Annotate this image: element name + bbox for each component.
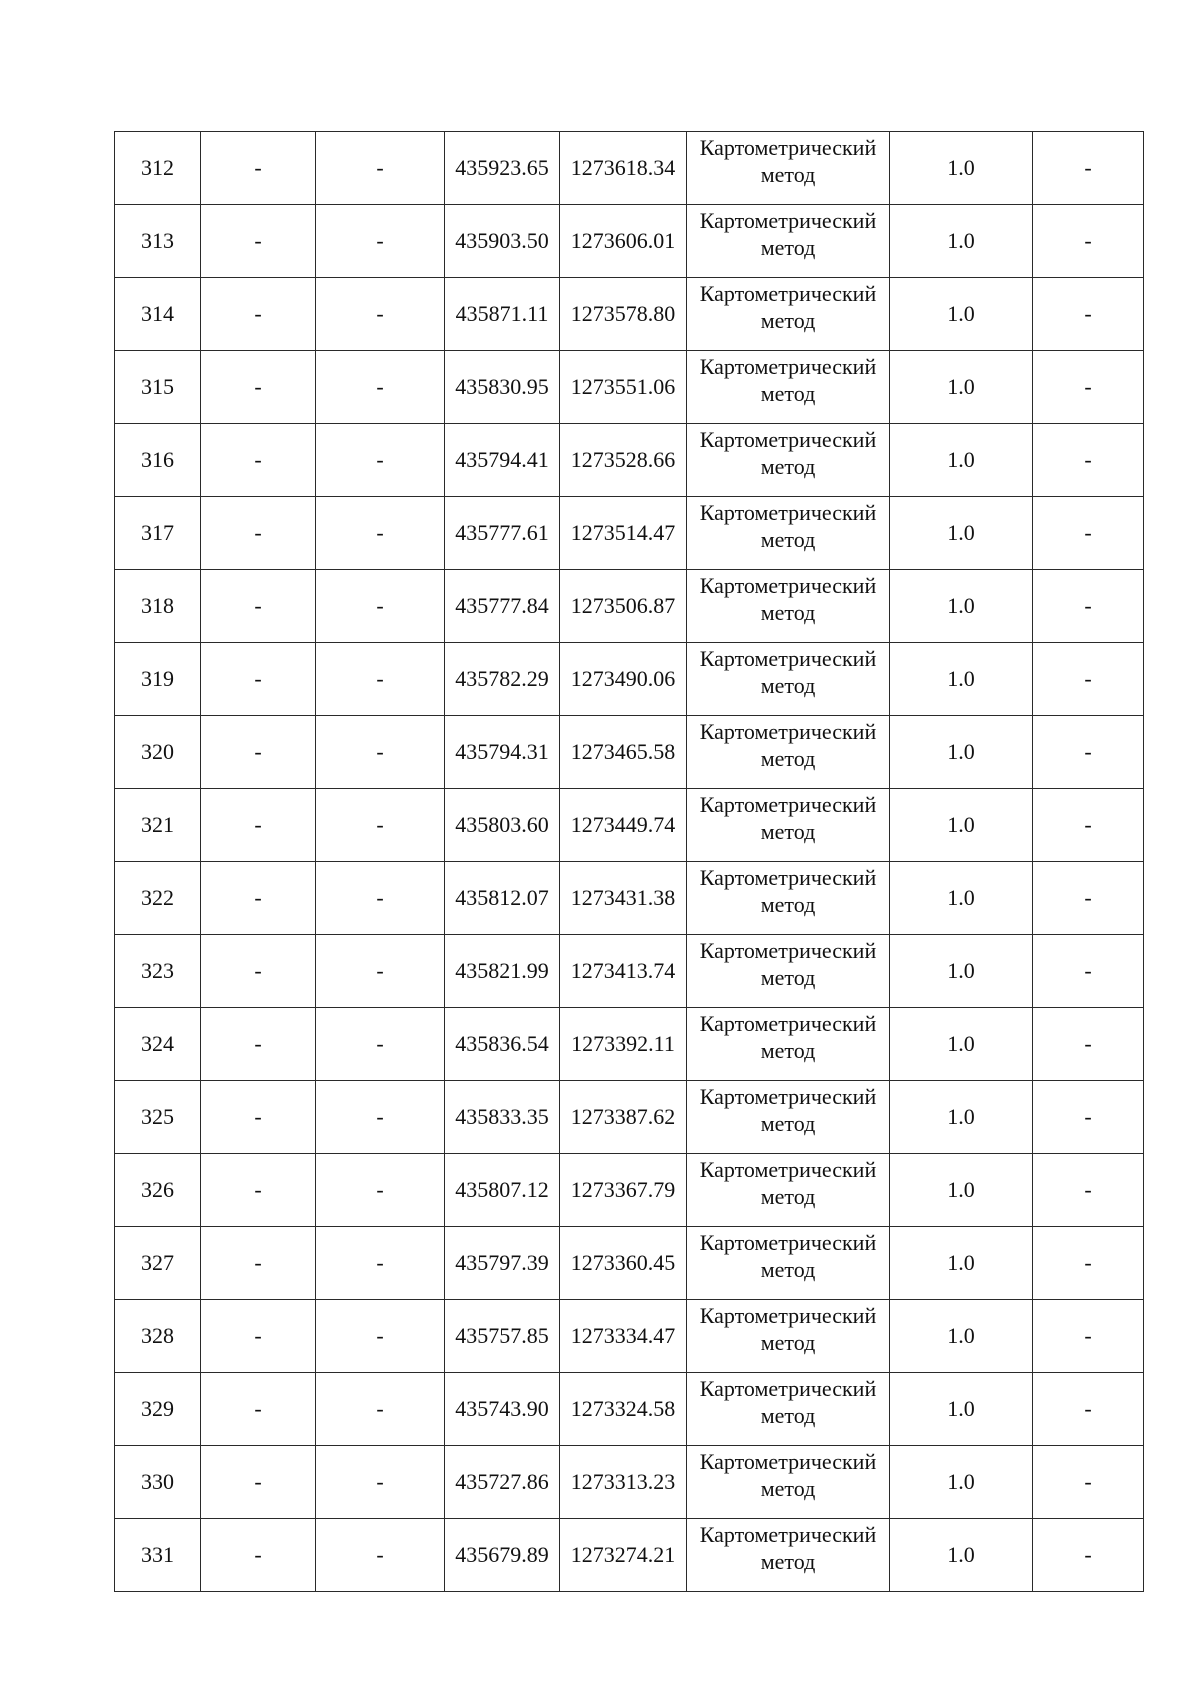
column-8-cell: -	[1033, 351, 1144, 424]
point-number-cell: 322	[115, 862, 201, 935]
y-coordinate-cell: 1273392.11	[560, 1008, 687, 1081]
column-2-cell: -	[201, 497, 316, 570]
column-2-cell: -	[201, 862, 316, 935]
x-coordinate-cell: 435727.86	[445, 1446, 560, 1519]
method-cell: Картометрический метод	[687, 1081, 890, 1154]
accuracy-cell: 1.0	[890, 1008, 1033, 1081]
method-cell: Картометрический метод	[687, 716, 890, 789]
method-cell: Картометрический метод	[687, 1300, 890, 1373]
accuracy-cell: 1.0	[890, 570, 1033, 643]
accuracy-cell: 1.0	[890, 862, 1033, 935]
point-number-cell: 325	[115, 1081, 201, 1154]
column-8-cell: -	[1033, 205, 1144, 278]
x-coordinate-cell: 435777.61	[445, 497, 560, 570]
point-number-cell: 316	[115, 424, 201, 497]
column-2-cell: -	[201, 205, 316, 278]
method-cell: Картометрический метод	[687, 205, 890, 278]
column-8-cell: -	[1033, 570, 1144, 643]
y-coordinate-cell: 1273578.80	[560, 278, 687, 351]
table-row	[115, 424, 1144, 497]
x-coordinate-cell: 435836.54	[445, 1008, 560, 1081]
table-row	[115, 497, 1144, 570]
point-number-cell: 318	[115, 570, 201, 643]
column-8-cell: -	[1033, 1227, 1144, 1300]
x-coordinate-cell: 435757.85	[445, 1300, 560, 1373]
column-8-cell: -	[1033, 424, 1144, 497]
column-8-cell: -	[1033, 1081, 1144, 1154]
table-row	[115, 1373, 1144, 1446]
point-number-cell: 327	[115, 1227, 201, 1300]
column-8-cell: -	[1033, 716, 1144, 789]
column-3-cell: -	[316, 278, 445, 351]
column-2-cell: -	[201, 1081, 316, 1154]
column-2-cell: -	[201, 1154, 316, 1227]
point-number-cell: 314	[115, 278, 201, 351]
accuracy-cell: 1.0	[890, 1446, 1033, 1519]
accuracy-cell: 1.0	[890, 278, 1033, 351]
column-3-cell: -	[316, 1154, 445, 1227]
table-row	[115, 716, 1144, 789]
x-coordinate-cell: 435777.84	[445, 570, 560, 643]
method-cell: Картометрический метод	[687, 278, 890, 351]
table-row	[115, 1227, 1144, 1300]
column-3-cell: -	[316, 205, 445, 278]
point-number-cell: 317	[115, 497, 201, 570]
y-coordinate-cell: 1273387.62	[560, 1081, 687, 1154]
x-coordinate-cell: 435803.60	[445, 789, 560, 862]
point-number-cell: 313	[115, 205, 201, 278]
point-number-cell: 328	[115, 1300, 201, 1373]
column-2-cell: -	[201, 1227, 316, 1300]
table-row	[115, 1154, 1144, 1227]
table-row	[115, 789, 1144, 862]
point-number-cell: 319	[115, 643, 201, 716]
method-cell: Картометрический метод	[687, 497, 890, 570]
column-8-cell: -	[1033, 935, 1144, 1008]
point-number-cell: 324	[115, 1008, 201, 1081]
x-coordinate-cell: 435903.50	[445, 205, 560, 278]
x-coordinate-cell: 435782.29	[445, 643, 560, 716]
column-3-cell: -	[316, 862, 445, 935]
column-2-cell: -	[201, 1300, 316, 1373]
x-coordinate-cell: 435830.95	[445, 351, 560, 424]
column-8-cell: -	[1033, 1373, 1144, 1446]
accuracy-cell: 1.0	[890, 1373, 1033, 1446]
x-coordinate-cell: 435797.39	[445, 1227, 560, 1300]
y-coordinate-cell: 1273274.21	[560, 1519, 687, 1592]
point-number-cell: 315	[115, 351, 201, 424]
y-coordinate-cell: 1273334.47	[560, 1300, 687, 1373]
column-8-cell: -	[1033, 643, 1144, 716]
column-3-cell: -	[316, 1446, 445, 1519]
column-2-cell: -	[201, 643, 316, 716]
x-coordinate-cell: 435807.12	[445, 1154, 560, 1227]
column-2-cell: -	[201, 1446, 316, 1519]
table-row	[115, 351, 1144, 424]
column-8-cell: -	[1033, 1519, 1144, 1592]
accuracy-cell: 1.0	[890, 935, 1033, 1008]
y-coordinate-cell: 1273528.66	[560, 424, 687, 497]
method-cell: Картометрический метод	[687, 789, 890, 862]
table-row	[115, 862, 1144, 935]
column-2-cell: -	[201, 132, 316, 205]
column-3-cell: -	[316, 424, 445, 497]
y-coordinate-cell: 1273413.74	[560, 935, 687, 1008]
accuracy-cell: 1.0	[890, 497, 1033, 570]
y-coordinate-cell: 1273313.23	[560, 1446, 687, 1519]
table-row	[115, 278, 1144, 351]
column-8-cell: -	[1033, 789, 1144, 862]
method-cell: Картометрический метод	[687, 862, 890, 935]
method-cell: Картометрический метод	[687, 132, 890, 205]
accuracy-cell: 1.0	[890, 789, 1033, 862]
method-cell: Картометрический метод	[687, 351, 890, 424]
x-coordinate-cell: 435679.89	[445, 1519, 560, 1592]
column-8-cell: -	[1033, 1154, 1144, 1227]
table-row	[115, 1300, 1144, 1373]
column-3-cell: -	[316, 1373, 445, 1446]
coordinates-table-body	[115, 132, 1144, 1592]
x-coordinate-cell: 435743.90	[445, 1373, 560, 1446]
column-8-cell: -	[1033, 497, 1144, 570]
method-cell: Картометрический метод	[687, 424, 890, 497]
column-3-cell: -	[316, 1008, 445, 1081]
column-3-cell: -	[316, 1519, 445, 1592]
accuracy-cell: 1.0	[890, 205, 1033, 278]
x-coordinate-cell: 435821.99	[445, 935, 560, 1008]
point-number-cell: 329	[115, 1373, 201, 1446]
table-row	[115, 1519, 1144, 1592]
column-8-cell: -	[1033, 1008, 1144, 1081]
column-3-cell: -	[316, 1081, 445, 1154]
x-coordinate-cell: 435923.65	[445, 132, 560, 205]
column-8-cell: -	[1033, 278, 1144, 351]
table-row	[115, 643, 1144, 716]
table-row	[115, 1081, 1144, 1154]
y-coordinate-cell: 1273551.06	[560, 351, 687, 424]
column-3-cell: -	[316, 716, 445, 789]
method-cell: Картометрический метод	[687, 570, 890, 643]
accuracy-cell: 1.0	[890, 643, 1033, 716]
column-3-cell: -	[316, 570, 445, 643]
point-number-cell: 321	[115, 789, 201, 862]
accuracy-cell: 1.0	[890, 1519, 1033, 1592]
table-row	[115, 1008, 1144, 1081]
column-2-cell: -	[201, 789, 316, 862]
column-2-cell: -	[201, 424, 316, 497]
accuracy-cell: 1.0	[890, 1300, 1033, 1373]
method-cell: Картометрический метод	[687, 1519, 890, 1592]
y-coordinate-cell: 1273324.58	[560, 1373, 687, 1446]
method-cell: Картометрический метод	[687, 1154, 890, 1227]
table-row	[115, 1446, 1144, 1519]
y-coordinate-cell: 1273449.74	[560, 789, 687, 862]
column-3-cell: -	[316, 1227, 445, 1300]
x-coordinate-cell: 435833.35	[445, 1081, 560, 1154]
x-coordinate-cell: 435871.11	[445, 278, 560, 351]
point-number-cell: 326	[115, 1154, 201, 1227]
column-8-cell: -	[1033, 862, 1144, 935]
point-number-cell: 323	[115, 935, 201, 1008]
column-2-cell: -	[201, 1519, 316, 1592]
column-3-cell: -	[316, 789, 445, 862]
y-coordinate-cell: 1273506.87	[560, 570, 687, 643]
method-cell: Картометрический метод	[687, 643, 890, 716]
column-2-cell: -	[201, 351, 316, 424]
y-coordinate-cell: 1273514.47	[560, 497, 687, 570]
column-2-cell: -	[201, 935, 316, 1008]
column-3-cell: -	[316, 132, 445, 205]
point-number-cell: 312	[115, 132, 201, 205]
accuracy-cell: 1.0	[890, 351, 1033, 424]
column-8-cell: -	[1033, 132, 1144, 205]
x-coordinate-cell: 435812.07	[445, 862, 560, 935]
method-cell: Картометрический метод	[687, 1446, 890, 1519]
y-coordinate-cell: 1273606.01	[560, 205, 687, 278]
column-2-cell: -	[201, 1008, 316, 1081]
point-number-cell: 331	[115, 1519, 201, 1592]
column-2-cell: -	[201, 716, 316, 789]
table-row	[115, 132, 1144, 205]
method-cell: Картометрический метод	[687, 935, 890, 1008]
x-coordinate-cell: 435794.41	[445, 424, 560, 497]
column-3-cell: -	[316, 935, 445, 1008]
accuracy-cell: 1.0	[890, 1081, 1033, 1154]
column-3-cell: -	[316, 351, 445, 424]
method-cell: Картометрический метод	[687, 1008, 890, 1081]
column-2-cell: -	[201, 1373, 316, 1446]
column-2-cell: -	[201, 278, 316, 351]
column-8-cell: -	[1033, 1300, 1144, 1373]
accuracy-cell: 1.0	[890, 1154, 1033, 1227]
column-3-cell: -	[316, 1300, 445, 1373]
accuracy-cell: 1.0	[890, 132, 1033, 205]
table-row	[115, 935, 1144, 1008]
column-3-cell: -	[316, 497, 445, 570]
table-row	[115, 205, 1144, 278]
method-cell: Картометрический метод	[687, 1227, 890, 1300]
accuracy-cell: 1.0	[890, 1227, 1033, 1300]
column-2-cell: -	[201, 570, 316, 643]
y-coordinate-cell: 1273360.45	[560, 1227, 687, 1300]
y-coordinate-cell: 1273618.34	[560, 132, 687, 205]
y-coordinate-cell: 1273367.79	[560, 1154, 687, 1227]
point-number-cell: 320	[115, 716, 201, 789]
column-3-cell: -	[316, 643, 445, 716]
accuracy-cell: 1.0	[890, 716, 1033, 789]
column-8-cell: -	[1033, 1446, 1144, 1519]
x-coordinate-cell: 435794.31	[445, 716, 560, 789]
table-row	[115, 570, 1144, 643]
method-cell: Картометрический метод	[687, 1373, 890, 1446]
point-number-cell: 330	[115, 1446, 201, 1519]
y-coordinate-cell: 1273431.38	[560, 862, 687, 935]
y-coordinate-cell: 1273465.58	[560, 716, 687, 789]
coordinates-table	[114, 131, 1144, 1592]
y-coordinate-cell: 1273490.06	[560, 643, 687, 716]
accuracy-cell: 1.0	[890, 424, 1033, 497]
